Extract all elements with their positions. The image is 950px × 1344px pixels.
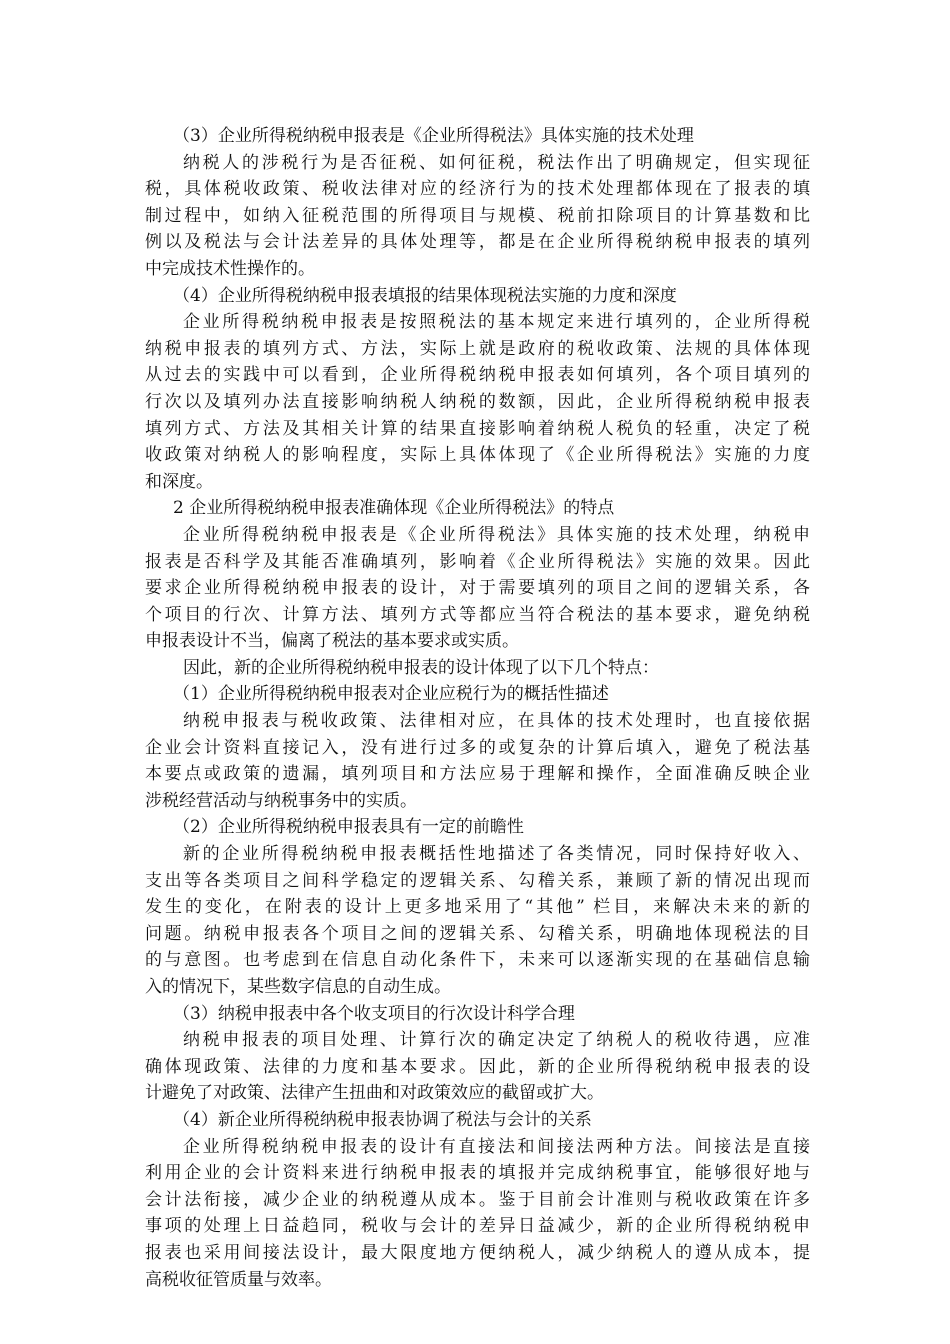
paragraph-line: 税，具体税收政策、税收法律对应的经济行为的技术处理都体现在了报表的填 xyxy=(145,179,810,200)
paragraph-line: 会计法衔接，减少企业的纳税遵从成本。鉴于目前会计准则与税收政策在许多 xyxy=(145,1189,810,1210)
paragraph-last-line: 申报表设计不当，偏离了税法的基本要求或实质。 xyxy=(145,631,519,652)
paragraph-line: 事项的处理上日益趋同，税收与会计的差异日益减少，新的企业所得税纳税申 xyxy=(145,1216,810,1237)
section-heading: （3）企业所得税纳税申报表是《企业所得税法》具体实施的技术处理 xyxy=(173,126,694,146)
paragraph-last-line: 计避免了对政策、法律产生扭曲和对政策效应的截留或扩大。 xyxy=(145,1083,604,1104)
paragraph-line: 制过程中，如纳入征税范围的所得项目与规模、税前扣除项目的计算基数和比 xyxy=(145,205,810,226)
paragraph-line: 发生的变化，在附表的设计上更多地采用了“其他” 栏目，来解决未来的新的 xyxy=(145,897,810,918)
paragraph-last-line: 入的情况下，某些数字信息的自动生成。 xyxy=(145,977,451,997)
section-heading: （4）企业所得税纳税申报表填报的结果体现税法实施的力度和深度 xyxy=(173,285,677,306)
paragraph-last-line: 涉税经营活动与纳税事务中的实质。 xyxy=(145,790,417,811)
paragraph-line: 企业会计资料直接记入，没有进行过多的或复杂的计算后填入，避免了税法基 xyxy=(145,737,810,758)
paragraph-line: 的与意图。也考虑到在信息自动化条件下，未来可以逐渐实现的在基础信息输 xyxy=(145,950,810,971)
paragraph-line: 因此，新的企业所得税纳税申报表的设计体现了以下几个特点： xyxy=(183,657,659,678)
paragraph-line: 问题。纳税申报表各个项目之间的逻辑关系、勾稽关系，明确地体现税法的目 xyxy=(145,923,810,944)
paragraph-line: 确体现政策、法律的力度和基本要求。因此，新的企业所得税纳税申报表的设 xyxy=(145,1056,810,1077)
document-body xyxy=(145,123,810,1293)
paragraph-line: 本要点或政策的遗漏，填列项目和方法应易于理解和操作，全面准确反映企业 xyxy=(145,764,810,785)
section-heading: （1）企业所得税纳税申报表对企业应税行为的概括性描述 xyxy=(173,684,609,705)
paragraph-line: 行次以及填列办法直接影响纳税人纳税的数额，因此，企业所得税纳税申报表 xyxy=(145,391,810,412)
paragraph-line: 要求企业所得税纳税申报表的设计，对于需要填列的项目之间的逻辑关系，各 xyxy=(145,578,810,599)
section-heading: 2 企业所得税纳税申报表准确体现《企业所得税法》的特点 xyxy=(173,498,615,519)
paragraph-line: 例以及税法与会计法差异的具体处理等，都是在企业所得税纳税申报表的填列 xyxy=(145,232,810,253)
paragraph-line: 报表是否科学及其能否准确填列，影响着《企业所得税法》实施的效果。因此 xyxy=(145,551,810,572)
paragraph-last-line: 和深度。 xyxy=(145,471,213,492)
paragraph-line: 收政策对纳税人的影响程度，实际上具体体现了《企业所得税法》实施的力度 xyxy=(145,445,810,466)
paragraph-first-line: 企业所得税纳税申报表的设计有直接法和间接法两种方法。间接法是直接 xyxy=(183,1136,810,1157)
paragraph-first-line: 企业所得税纳税申报表是《企业所得税法》具体实施的技术处理，纳税申 xyxy=(183,524,810,545)
paragraph-first-line: 企业所得税纳税申报表是按照税法的基本规定来进行填列的，企业所得税 xyxy=(183,312,810,333)
paragraph-first-line: 纳税申报表与税收政策、法律相对应，在具体的技术处理时，也直接依据 xyxy=(183,711,810,732)
paragraph-line: 报表也采用间接法设计，最大限度地方便纳税人，减少纳税人的遵从成本，提 xyxy=(145,1242,810,1263)
paragraph-first-line: 纳税人的涉税行为是否征税、如何征税，税法作出了明确规定，但实现征 xyxy=(183,152,810,173)
paragraph-line: 纳税申报表的填列方式、方法，实际上就是政府的税收政策、法规的具体体现 xyxy=(145,338,810,359)
paragraph-last-line: 中完成技术性操作的。 xyxy=(145,258,315,279)
section-heading: （4）新企业所得税纳税申报表协调了税法与会计的关系 xyxy=(173,1109,592,1130)
paragraph-line: 支出等各类项目之间科学稳定的逻辑关系、勾稽关系，兼顾了新的情况出现而 xyxy=(145,870,810,891)
paragraph-line: 填列方式、方法及其相关计算的结果直接影响着纳税人税负的轻重，决定了税 xyxy=(145,418,810,439)
section-heading: （2）企业所得税纳税申报表具有一定的前瞻性 xyxy=(173,817,524,838)
paragraph-first-line: 新的企业所得税纳税申报表概括性地描述了各类情况，同时保持好收入、 xyxy=(183,844,810,865)
section-heading: （3）纳税申报表中各个收支项目的行次设计科学合理 xyxy=(173,1003,575,1024)
paragraph-first-line: 纳税申报表的项目处理、计算行次的确定决定了纳税人的税收待遇，应准 xyxy=(183,1030,810,1051)
paragraph-last-line: 高税收征管质量与效率。 xyxy=(145,1269,332,1290)
paragraph-line: 个项目的行次、计算方法、填列方式等都应当符合税法的基本要求，避免纳税 xyxy=(145,604,810,625)
paragraph-line: 利用企业的会计资料来进行纳税申报表的填报并完成纳税事宜，能够很好地与 xyxy=(145,1163,810,1184)
paragraph-line: 从过去的实践中可以看到，企业所得税纳税申报表如何填列，各个项目填列的 xyxy=(145,365,810,386)
